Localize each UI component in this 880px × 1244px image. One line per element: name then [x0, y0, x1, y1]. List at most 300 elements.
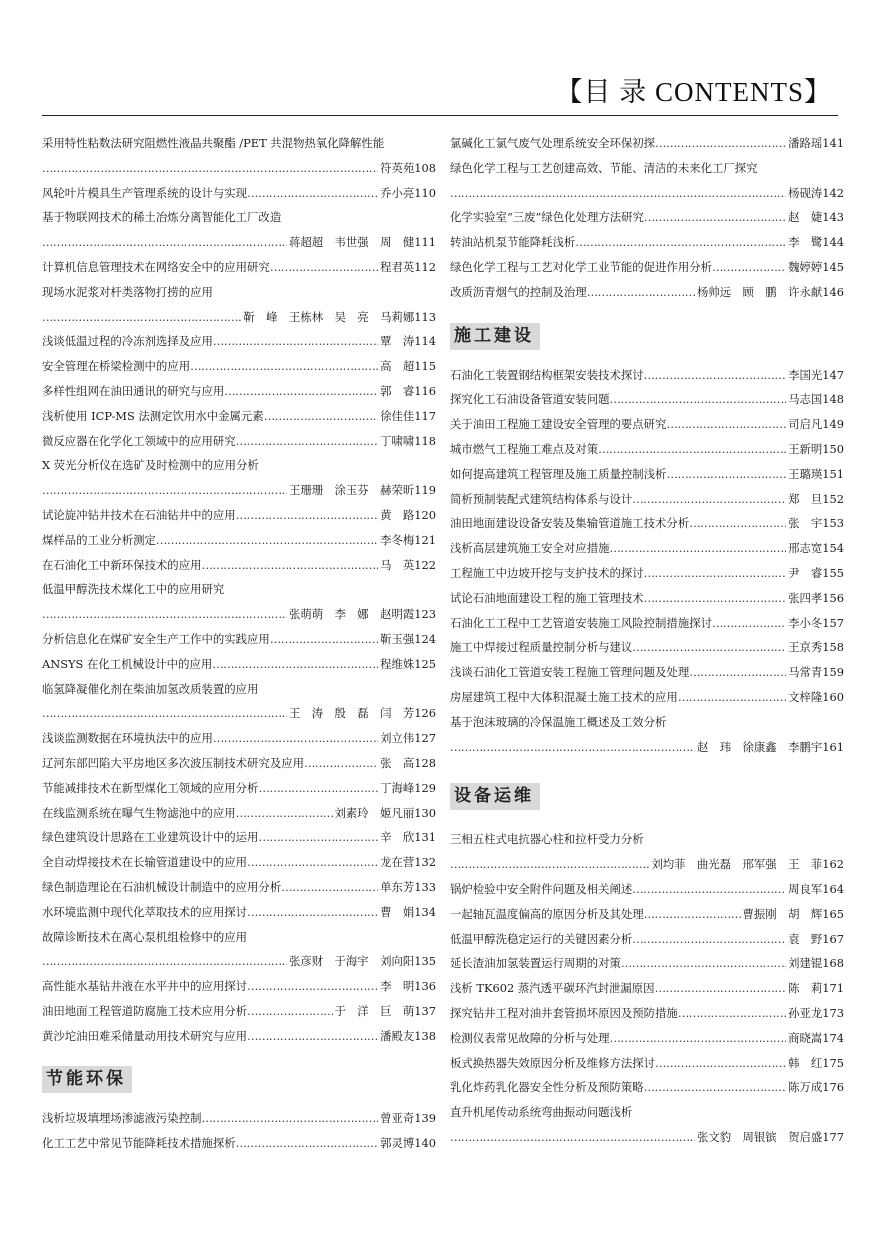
page-number: 168 [822, 956, 844, 971]
toc-entry [450, 951, 844, 976]
page-number: 157 [822, 615, 844, 630]
toc-entry [450, 230, 844, 255]
page-number: 111 [414, 235, 436, 250]
page-number: 112 [414, 259, 436, 274]
article-title: 低温甲醇洗技术煤化工中的应用研究 [42, 582, 225, 597]
article-authors: 王 涛 殷 磊 闫 芳 [288, 706, 415, 721]
article-title: 石油化工工程中工艺管道安装施工风险控制措施探讨 [450, 615, 712, 630]
page-number: 147 [822, 367, 844, 382]
article-title: 分析信息化在煤矿安全生产工作中的实践应用 [42, 631, 270, 646]
page-number: 153 [822, 516, 844, 531]
page-number: 136 [414, 979, 436, 994]
article-title: 石油化工装置钢结构框架安装技术探讨 [450, 367, 644, 382]
toc-entry [450, 1026, 844, 1051]
toc-entry-title [42, 205, 436, 230]
article-authors: 刘建锟 [788, 956, 823, 971]
article-authors: 曹振刚 胡 辉 [742, 906, 823, 921]
page-number: 149 [822, 417, 844, 432]
toc-entry [42, 379, 436, 404]
toc-entry [42, 404, 436, 429]
toc-entry [450, 611, 844, 636]
toc-entry [450, 536, 844, 561]
leader-dots [224, 379, 378, 404]
leader-dots [236, 801, 333, 826]
leader-dots [450, 181, 786, 206]
page-number: 156 [822, 590, 844, 605]
article-authors: 李 鹭 [788, 235, 823, 250]
article-title: 直升机尾传动系统弯曲振动问题浅析 [450, 1105, 633, 1120]
article-authors: 郭灵博 [380, 1136, 415, 1151]
article-authors: 杨砚涛 [788, 185, 823, 200]
section-equipment [450, 765, 844, 827]
article-title: 绿色化学工程与工艺对化学工业节能的促进作用分析 [450, 259, 712, 274]
page-number: 115 [414, 359, 436, 374]
toc-entry [42, 255, 436, 280]
page-number: 167 [822, 931, 844, 946]
article-title: 在石油化工中新环保技术的应用 [42, 557, 202, 572]
article-title: 探究化工石油设备管道安装问题 [450, 392, 610, 407]
article-authors: 袁 野 [788, 931, 823, 946]
leader-dots [609, 387, 786, 412]
leader-dots [655, 976, 787, 1001]
toc-entry [450, 462, 844, 487]
page-number: 125 [414, 656, 436, 671]
right-entries-2 [450, 363, 844, 760]
article-authors: 文梓隆 [788, 689, 823, 704]
article-authors: 程君英 [380, 259, 415, 274]
section-energy-env [42, 1048, 436, 1106]
article-title: 氯碱化工氯气废气处理系统安全环保初探 [450, 136, 656, 150]
page-number: 175 [822, 1055, 844, 1070]
leader-dots [678, 1001, 786, 1026]
article-title: 临氢降凝催化剂在柴油加氢改质装置的应用 [42, 681, 259, 696]
toc-entry [450, 877, 844, 902]
page-number: 141 [822, 136, 844, 150]
article-title: 浅析使用 ICP-MS 法测定饮用水中金属元素 [42, 408, 264, 423]
article-authors: 陈 莉 [788, 981, 823, 996]
article-title: 转油站机泵节能降耗浅析 [450, 235, 576, 250]
leader-dots [212, 652, 378, 677]
toc-entry-author-line [42, 156, 436, 181]
toc-entry [450, 561, 844, 586]
toc-entry [42, 999, 436, 1024]
leader-dots [236, 429, 378, 454]
article-authors: 覃 涛 [380, 334, 415, 349]
toc-entry [450, 412, 844, 437]
toc-entry [450, 363, 844, 388]
toc-entry-title [450, 1100, 844, 1125]
toc-entry [42, 329, 436, 354]
toc-entry [42, 627, 436, 652]
toc-entry-author-line [450, 852, 844, 877]
toc-entry [450, 635, 844, 660]
leader-dots [689, 511, 786, 536]
article-authors: 陈万成 [788, 1080, 823, 1095]
leader-dots [712, 255, 786, 280]
leader-dots [644, 561, 786, 586]
toc-entry [450, 205, 844, 230]
toc-entry [42, 429, 436, 454]
article-authors: 蒋超超 韦世强 周 健 [288, 235, 415, 250]
article-authors: 潘殿友 [380, 1028, 415, 1043]
article-title: 施工中焊接过程质量控制分析与建议 [450, 640, 633, 655]
article-title: 浅析 TK602 蒸汽透平碳环汽封泄漏原因 [450, 981, 655, 996]
leader-dots [156, 528, 378, 553]
page-number: 159 [822, 665, 844, 680]
article-title: 安全管理在桥梁检测中的应用 [42, 359, 191, 374]
toc-entry-author-line [42, 305, 436, 330]
leader-dots [247, 999, 332, 1024]
page-number: 173 [822, 1005, 844, 1020]
leader-dots [304, 751, 378, 776]
page-number: 152 [822, 491, 844, 506]
leader-dots [632, 877, 786, 902]
article-title: 如何提高建筑工程管理及施工质量控制浅析 [450, 466, 667, 481]
article-title: 乳化炸药乳化器安全性分析及预防策略 [450, 1080, 644, 1095]
toc-entry [42, 1106, 436, 1131]
leader-dots [666, 462, 786, 487]
article-authors: 张四孝 [788, 590, 823, 605]
leader-dots [644, 205, 786, 230]
page-number: 137 [414, 1003, 436, 1018]
page-number: 154 [822, 541, 844, 556]
leader-dots [247, 1024, 378, 1049]
article-title: 化学实验室“三废”绿色化处理方法研究 [450, 210, 644, 225]
article-authors: 曹 娟 [380, 904, 415, 919]
page-number: 150 [822, 441, 844, 456]
toc-entry [42, 825, 436, 850]
leader-dots [270, 255, 378, 280]
leader-dots [644, 363, 786, 388]
article-authors: 靳玉强 [380, 631, 415, 646]
leader-dots [450, 735, 695, 760]
article-authors: 刘素玲 姬凡丽 [334, 805, 415, 820]
article-title: 工程施工中边坡开挖与支护技术的探讨 [450, 565, 644, 580]
page-number: 124 [414, 631, 436, 646]
toc-entry-title [450, 827, 844, 852]
page-number: 164 [822, 881, 844, 896]
article-title: 故障诊断技术在离心泵机组检修中的应用 [42, 929, 248, 944]
page-number: 123 [414, 607, 436, 622]
article-title: 一起轴瓦温度偏高的原因分析及其处理 [450, 906, 644, 921]
page-number: 118 [414, 433, 436, 448]
article-title: 三相五柱式电抗器心柱和拉杆受力分析 [450, 832, 644, 847]
page-number: 140 [414, 1136, 436, 1151]
page-number: 171 [822, 981, 844, 996]
section-title: 节能环保 [42, 1066, 132, 1093]
toc-entry [450, 1051, 844, 1076]
toc-entry-author-line [42, 949, 436, 974]
article-title: 延长渣油加氢装置运行周期的对策 [450, 956, 621, 971]
article-authors: 张文豹 周银镔 贺启盛 [696, 1129, 823, 1144]
toc-entry [450, 976, 844, 1001]
article-authors: 郑 旦 [788, 491, 823, 506]
article-title: 检测仪表常见故障的分析与处理 [450, 1030, 610, 1045]
article-title: 节能减排技术在新型煤化工领域的应用分析 [42, 780, 259, 795]
page-number: 129 [414, 780, 436, 795]
article-title: 房屋建筑工程中大体积混凝土施工技术的应用 [450, 689, 678, 704]
article-authors: 韩 红 [788, 1055, 823, 1070]
article-title: 探究钻井工程对油井套管损坏原因及预防措施 [450, 1005, 678, 1020]
article-authors: 高 超 [380, 359, 415, 374]
toc-entry [42, 1024, 436, 1049]
toc-entry-title [42, 577, 436, 602]
right-entries [450, 131, 844, 305]
leader-dots [42, 230, 287, 255]
toc-entry [42, 354, 436, 379]
article-authors: 李小冬 [788, 615, 823, 630]
article-authors: 徐佳佳 [380, 408, 415, 423]
page-number: 116 [414, 383, 436, 398]
article-title: 全自动焊接技术在长输管道建设中的应用 [42, 855, 248, 870]
article-title: 化工工艺中常见节能降耗技术措施探析 [42, 1136, 236, 1151]
page-number: 144 [822, 235, 844, 250]
page-number: 122 [414, 557, 436, 572]
leader-dots [281, 875, 378, 900]
article-authors: 丁海峰 [380, 780, 415, 795]
leader-dots [689, 660, 786, 685]
article-title: 采用特性粘数法研究阻燃性液晶共聚酯 /PET 共混物热氧化降解性能 [42, 136, 385, 150]
leader-dots [655, 131, 786, 156]
leader-dots [644, 586, 786, 611]
toc-entry [450, 902, 844, 927]
article-title: 浅谈监测数据在环境执法中的应用 [42, 731, 213, 746]
toc-entry-title [42, 453, 436, 478]
toc-entry [450, 387, 844, 412]
article-authors: 刘立伟 [380, 731, 415, 746]
page-number: 151 [822, 466, 844, 481]
leader-dots [655, 1051, 786, 1076]
toc-entry [42, 850, 436, 875]
page-number: 120 [414, 507, 436, 522]
page-number: 142 [822, 185, 844, 200]
article-authors: 王璐瑛 [788, 466, 823, 481]
page-number: 138 [414, 1028, 436, 1043]
leader-dots [201, 1106, 378, 1131]
toc-entry [450, 487, 844, 512]
article-title: 简析预制装配式建筑结构体系与设计 [450, 491, 633, 506]
article-title: 锅炉检验中安全附件问题及相关阐述 [450, 881, 633, 896]
toc-entry-author-line [42, 230, 436, 255]
page-number: 126 [414, 706, 436, 721]
article-authors: 马志国 [788, 392, 823, 407]
toc-entry [42, 652, 436, 677]
page-number: 139 [414, 1111, 436, 1126]
article-title: 多样性组网在油田通讯的研究与应用 [42, 383, 225, 398]
article-authors: 郭 睿 [380, 383, 415, 398]
article-title: 低温甲醇洗稳定运行的关键因素分析 [450, 931, 633, 946]
article-title: 微反应器在化学化工领域中的应用研究 [42, 433, 236, 448]
toc-entry [450, 280, 844, 305]
page-number: 176 [822, 1080, 844, 1095]
leader-dots [190, 354, 378, 379]
leader-dots [42, 701, 287, 726]
page-number: 162 [822, 857, 844, 872]
page-number: 160 [822, 689, 844, 704]
toc-entry-title [42, 131, 436, 156]
toc-entry [42, 751, 436, 776]
article-authors: 乔小亮 [380, 185, 415, 200]
page-number: 114 [414, 334, 436, 349]
article-authors: 丁啸啸 [380, 433, 415, 448]
leader-dots [609, 1026, 786, 1051]
toc-entry-author-line [42, 701, 436, 726]
article-title: 水环境监测中现代化萃取技术的应用探讨 [42, 904, 248, 919]
leader-dots [213, 726, 378, 751]
toc-entry [450, 660, 844, 685]
toc-entry [450, 685, 844, 710]
leader-dots [258, 776, 378, 801]
leader-dots [247, 974, 378, 999]
leader-dots [450, 852, 649, 877]
article-title: 板式换热器失效原因分析及维修方法探讨 [450, 1055, 656, 1070]
leader-dots [666, 412, 786, 437]
article-authors: 李国光 [788, 367, 823, 382]
section-title: 设备运维 [450, 783, 540, 810]
article-authors: 司启凡 [788, 417, 823, 432]
toc-entry-title [42, 280, 436, 305]
article-authors: 张 宇 [788, 516, 823, 531]
article-authors: 曾亚奇 [380, 1111, 415, 1126]
article-authors: 王京秀 [788, 640, 823, 655]
leader-dots [258, 825, 378, 850]
leader-dots [632, 487, 786, 512]
article-authors: 辛 欣 [380, 830, 415, 845]
article-title: 浅析高层建筑施工安全对应措施 [450, 541, 610, 556]
article-authors: 邢志宽 [788, 541, 823, 556]
toc-entry-author-line [450, 181, 844, 206]
leader-dots [213, 329, 378, 354]
article-authors: 商晓嵩 [788, 1030, 823, 1045]
article-title: 绿色制造理论在石油机械设计制造中的应用分析 [42, 879, 282, 894]
toc-entry-author-line [42, 478, 436, 503]
article-authors: 单东芳 [380, 879, 415, 894]
article-authors: 赵 婕 [788, 210, 823, 225]
article-authors: 马常青 [788, 665, 823, 680]
page-number: 110 [414, 185, 436, 200]
toc-entry [42, 181, 436, 206]
toc-entry [450, 927, 844, 952]
page-number: 133 [414, 879, 436, 894]
article-authors: 周良军 [788, 881, 823, 896]
article-authors: 孙亚龙 [788, 1005, 823, 1020]
leader-dots [644, 1075, 786, 1100]
leader-dots [712, 611, 786, 636]
article-authors: 刘均菲 曲光磊 邢军强 王 菲 [651, 857, 823, 872]
leader-dots [621, 951, 786, 976]
toc-entry-title [450, 156, 844, 181]
page-number: 113 [414, 309, 436, 324]
toc-entry [42, 875, 436, 900]
toc-entry-title [42, 925, 436, 950]
page-number: 127 [414, 731, 436, 746]
article-title: 油田地面工程管道防腐施工技术应用分析 [42, 1003, 248, 1018]
leader-dots [587, 280, 695, 305]
toc-entry [42, 776, 436, 801]
toc-entry-author-line [450, 1125, 844, 1150]
leader-dots [270, 627, 378, 652]
toc-entry-author-line [450, 735, 844, 760]
article-authors: 靳 峰 王栋林 吴 亮 马莉娜 [243, 309, 415, 324]
page-number: 132 [414, 855, 436, 870]
article-title: 基于物联网技术的稀土冶炼分离智能化工厂改造 [42, 210, 282, 225]
page-number: 155 [822, 565, 844, 580]
right-entries-3 [450, 827, 844, 1149]
article-authors: 张 高 [380, 755, 415, 770]
leader-dots [678, 685, 786, 710]
left-entries-2 [42, 1106, 436, 1156]
article-authors: 赵 玮 徐康鑫 李鹏宇 [696, 739, 823, 754]
article-authors: 黄 路 [380, 507, 415, 522]
toc-entry-title [450, 710, 844, 735]
article-title: ANSYS 在化工机械设计中的应用 [42, 656, 213, 671]
toc-entry [450, 1075, 844, 1100]
section-title: 施工建设 [450, 323, 540, 350]
article-title: 煤样品的工业分析测定 [42, 532, 156, 547]
article-title: 辽河东部凹陷大平房地区多次波压制技术研究及应用 [42, 755, 304, 770]
header-rule [42, 115, 838, 116]
article-title: 基于泡沫玻璃的冷保温施工概述及工效分析 [450, 714, 667, 729]
article-authors: 张彦财 于海宇 刘向阳 [288, 954, 415, 969]
page-number: 148 [822, 392, 844, 407]
article-title: 改质沥青烟气的控制及治理 [450, 284, 587, 299]
article-authors: 尹 睿 [788, 565, 823, 580]
article-authors: 符英苑 [380, 160, 415, 175]
leader-dots [201, 553, 378, 578]
article-title: 绿色化学工程与工艺创建高效、节能、清洁的未来化工厂探究 [450, 160, 758, 175]
toc-entry [42, 528, 436, 553]
article-title: 黄沙坨油田难采储量动用技术研究与应用 [42, 1028, 248, 1043]
toc-entry [450, 586, 844, 611]
leader-dots [450, 1125, 695, 1150]
leader-dots [42, 305, 241, 330]
toc-entry [450, 1001, 844, 1026]
page-number: 121 [414, 532, 436, 547]
toc-entry [42, 726, 436, 751]
article-authors: 李 明 [380, 979, 415, 994]
page-number: 145 [822, 259, 844, 274]
page-number: 146 [822, 284, 844, 299]
article-authors: 魏婷婷 [788, 259, 823, 274]
toc-entry [450, 437, 844, 462]
toc-entry [42, 900, 436, 925]
leader-dots [598, 437, 786, 462]
toc-entry [42, 1131, 436, 1156]
article-title: 城市燃气工程施工难点及对策 [450, 441, 599, 456]
leader-dots [632, 927, 786, 952]
leader-dots [632, 635, 786, 660]
page-number: 128 [414, 755, 436, 770]
leader-dots [644, 902, 741, 927]
leader-dots [247, 900, 378, 925]
page-number: 174 [822, 1030, 844, 1045]
leader-dots [42, 156, 378, 181]
article-title: X 荧光分析仪在选矿及时检测中的应用分析 [42, 458, 259, 473]
toc-entry-author-line [42, 602, 436, 627]
page-number: 143 [822, 210, 844, 225]
right-column [450, 131, 844, 1150]
left-entries [42, 131, 436, 1048]
article-title: 油田地面建设设备安装及集输管道施工技术分析 [450, 516, 690, 531]
article-authors: 于 洋 巨 萌 [334, 1003, 415, 1018]
toc-entry [42, 974, 436, 999]
toc-entry-title [42, 677, 436, 702]
article-authors: 王新明 [788, 441, 823, 456]
toc-entry [450, 255, 844, 280]
article-title: 高性能水基钻井液在水平井中的应用探讨 [42, 979, 248, 994]
leader-dots [575, 230, 786, 255]
leader-dots [247, 181, 378, 206]
